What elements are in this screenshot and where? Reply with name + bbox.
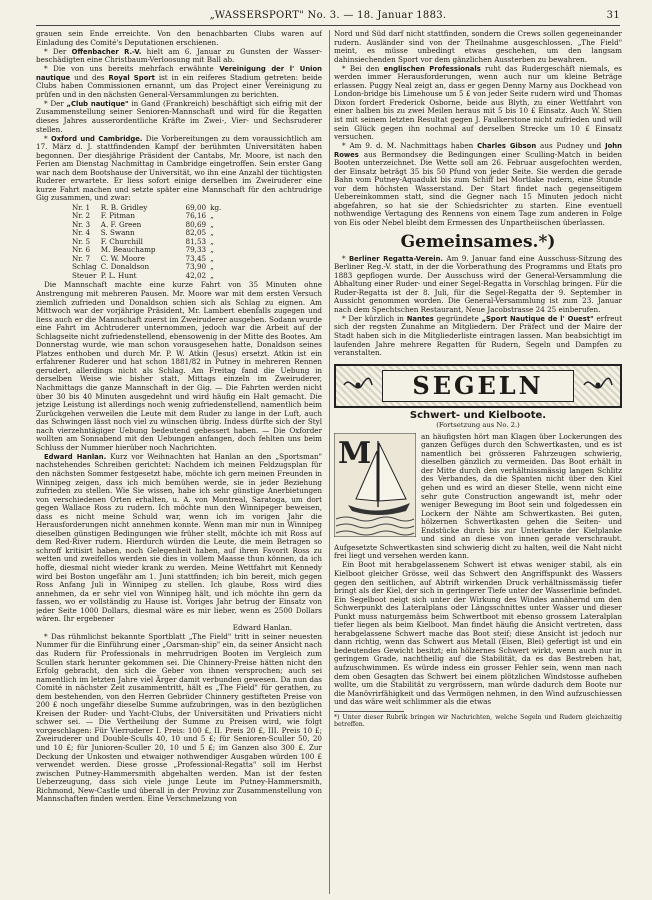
- paragraph: Ein Boot mit herabgelassenem Schwert ist etwas weniger stabil, als ein Kielboot gleicher Grösse, weil das Schwert den Angriffspunkt des Wassers gegen den seitlichen, auf Abtrift wirkenden Druck verhältnissmässig tiefer bringt als der Kiel, der sich in geringerer Tiefe unter der Wasserlinie befindet. Ein Segelboot neigt sich unter der Wirkung des Windes annähernd um den Schwerpunkt des Lateralplans oder Längsschnittes unter Wasser und dieser Punkt muss naturgemäss beim Schwertboot mit ebenso grossem Lateralplan tiefer liegen als beim Kielboot. Man findet häufig die Ansicht vertreten, dass herabgelassene Schwert mache das Boot steif; diese Ansicht ist jedoch nur dann richtig, wenn das Schwert aus Metall (Eisen, Blei) gefertigt ist und ein bedeutendes Gewicht besitzt; ein hölzernes Schwert wirkt, wenn auch nur in geringem Grade, nachtheilig auf die Stabilität, da es das Bestreben hat, aufzuschwimmen. Es würde indess ein grosser Fehler sein, wenn man nach dem oben Gesagten das Schwert bei einem plötzlichen Windstosse aufheben wollte, um die Stabilität zu vergrössern, man würde dadurch dem Boote nur die Manövrirfähigkeit und das Vermögen nehmen, in den Wind aufzuschiessen und das wäre weit schlimmer als die etwas: [334, 560, 622, 707]
- text-run: * Der: [44, 46, 72, 56]
- crew-name: A. F. Green: [100, 219, 142, 229]
- city-name: Nantes: [406, 314, 434, 323]
- section-heading-segeln: SEGELN: [382, 370, 574, 402]
- paragraph: [334, 315, 622, 358]
- crew-position: Nr. 3: [72, 219, 91, 229]
- crew-position: Nr. 4: [72, 228, 91, 238]
- crew-weight: 80,69: [185, 219, 207, 229]
- crew-weight: 76,16: [185, 211, 207, 221]
- crew-unit: kg.: [210, 202, 222, 212]
- crew-name: S. Swann: [100, 228, 135, 238]
- section-heading-gemeinsames: Gemeinsames.*): [400, 231, 556, 252]
- text-run: erfreut sich der regsten Zunahme an Mitgliedern. Der Präfect und der Maire der Stadt haben sich in die Mitgliederliste eintragen lassen. Man beabsichtigt im laufenden Jahre mehrere Regatten für Rudern, Segeln und Dampfen zu veranstalten.: [334, 313, 622, 358]
- footnote-rule: [334, 711, 404, 712]
- crew-row: [72, 272, 225, 281]
- segeln-banner: [334, 364, 622, 408]
- headline-run: englischen Professionals: [383, 64, 481, 73]
- paragraph: [36, 100, 322, 134]
- text-run: hielt am 6. Januar zu Gunsten der Wasser-beschädigten eine Christbaum-Verloosung mit Ball ab.: [36, 46, 322, 65]
- club-name: „Club nautique": [66, 99, 129, 108]
- crew-position: Nr. 5: [72, 236, 91, 246]
- paragraph: [36, 135, 322, 203]
- text-run: *: [44, 133, 51, 143]
- crew-position: Schlag: [72, 262, 97, 272]
- left-column: [36, 30, 322, 892]
- club-name: Vereinigung der l' Union nautique: [36, 65, 322, 82]
- paragraph: [334, 255, 622, 315]
- crew-name: P. L. Hunt: [100, 270, 137, 280]
- crew-weight: 69,00: [185, 202, 207, 212]
- running-title: „WASSERSPORT" No. 3. — 18. Januar 1883.: [209, 10, 447, 21]
- crew-unit: „: [210, 253, 214, 263]
- person-name: Charles Gibson: [477, 142, 537, 151]
- paragraph: [334, 65, 622, 142]
- crew-weight: 73,45: [185, 253, 207, 263]
- club-name: Berliner Regatta-Verein.: [349, 254, 443, 263]
- club-name: Offenbacher R.-V.: [71, 47, 142, 56]
- crew-name: F. Pitman: [100, 211, 135, 221]
- text-run: * Der kürzlich in: [342, 313, 407, 323]
- right-column: [334, 30, 622, 892]
- crew-unit: „: [210, 245, 214, 255]
- crew-name: F. Churchill: [100, 236, 143, 246]
- crew-position: Nr. 1: [72, 202, 91, 212]
- running-header: [36, 10, 620, 24]
- crew-name: C. W. Moore: [100, 253, 145, 263]
- paragraph: * Das rühmlichst bekannte Sportblatt „The Field" tritt in seiner neuesten Nummer für die Einführung einer „Oarsman-ship" ein, da seiner Ansicht nach das Rudern für Professionals in mehrrudrigen Booten im Vergleich zum Scullen stark herunter gekommen sei. Die Chinnery-Preise hätten nicht den Erfolg gebracht, den sich die Geber von ihnen versprochen; auch sei namentlich im letzten Jahre viel Ärger damit verbunden gewesen. Da nun das Comité in nächster Zeit zusammentritt, hält es „The Field" für gerathen, zu dem bestehenden, von den Herren Gebrüder Chinnery gestifteten Preise von 200 £ noch ungefähr dieselbe Summe aufzubringen, was in den bezüglichen Kreisen der Ruder- und Yacht-Clubs, der Universitäten und Privatiers nicht schwer sei. — Die Vertheilung der Summe zu Preisen wird, wie folgt vorgeschlagen: Für Vierruderer I. Preis: 100 £, II. Preis 20 £, III. Preis 10 £; Zweiruderer und Double-Sculls 40, 10 und 5 £; für Senioren-Sculler 50, 20 und 10 £; für Junioren-Sculler 20, 10 und 5 £; im Ganzen also 300 £. Zur Deckung der Unkosten und etwaiger nothwendiger Ausgaben würden 100 £ verwendet werden. Diese grosse „Professional-Regatta" soll im Herbst zwischen Putney-Hammersmith abgehalten werden. Man ist der festen Ueberzeugung, dass sich viele junge Leute im Putney-Hammersmith, Richmond, New-Castle und überall in der Provinz zur Zusammenstellung von Mannschaften finden werden. Eine Verschmelzung von: [36, 631, 322, 804]
- letter-signature: Edward Hanlan.: [232, 623, 292, 633]
- crew-table: [72, 204, 225, 281]
- crew-weight: 42,02: [185, 270, 207, 280]
- crew-position: Nr. 2: [72, 211, 91, 221]
- paragraph: [36, 453, 322, 624]
- crew-weight: 73,90: [185, 262, 207, 272]
- crew-name: M. Beauchamp: [100, 245, 156, 255]
- headline-run: Edward Hanlan.: [44, 452, 107, 461]
- crew-weight: 79,33: [185, 245, 207, 255]
- crew-unit: „: [210, 262, 214, 272]
- ornament-icon: [582, 375, 614, 395]
- text-run: und des: [70, 72, 109, 82]
- crew-unit: „: [210, 270, 214, 280]
- paragraph: Die Mannschaft machte eine kurze Fahrt von 35 Minuten ohne Anstrengung mit mehreren Pausen. Mr. Moore war mit dem ersten Versuch ziemlich zufrieden und Donaldson schien sich als Schlag zu eignen. Am Mittwoch war der vorjährige Präsident, Mr. Lambert ebenfalls zugegen und liess auch er die Mannschaft zuerst im Zweiruderer ausgeben. Sodann wurde eine Fahrt im Achtruderer unternommen, jedoch war die Arbeit auf der Schlagseite nicht zufriedenstellend, ebensowenig in der Mitte des Bootes. Am Donnerstag wurde, wie man schon vorausgesehen hatte, Donaldson seines Platzes enthoben und durch Mr. P. W. Atkin (Jesus) ersetzt. Atkin ist ein erfahrener Ruderer und hat schon 1881/82 in Putney in mehreren Rennen gerudert, allerdings nicht als Schlag. Am Freitag fand die Uebung in derselben Weise wie bisher statt, Mittags einzeln im Zweiruderer, Nachmittags die ganze Mannschaft in der Gig. — Die Fahrten werden nicht über 30 bis 40 Minuten ausgedehnt und wird häufig ein Halt gemacht. Die jetzige Leistung ist allerdings noch wenig zufriedenstellend, namentlich beim Zurückgehen verweilen die Leute mit dem Ruder zu lange in der Luft, auch das Schwingen lässt noch viel zu wünschen übrig. Indess dürfte sich der Styl nach vierzehntägiger Uebung bedeutend gebessert haben. — Die Oxforder wollten am Sonnabend mit den Uebungen anfangen, doch fehlten uns beim Schluss der Nummer hierüber noch Nachrichten.: [36, 280, 322, 452]
- text-run: * Bei den: [342, 63, 384, 73]
- paragraph: Nord und Süd darf nicht stattfinden, sondern die Crews sollen gegeneinander rudern. Ausländer sind von der Theilnahme ausgeschlossen. „The Field" meint, es müsse unbedingt etwas geschehen, um den langsam dahinsiechenden Sport vor dem gänzlichen Aussterben zu bewahren.: [334, 30, 622, 64]
- person-name: John Rowes: [334, 142, 622, 159]
- text-run: * Am 9. d. M. Nachmittags haben: [342, 141, 478, 151]
- text-run: ruht das Rudergeschäft niemals, es werden immer Herausforderungen, wenn auch nur um kleine Beträge erlassen. Puggy Neal zeigt an, dass er gegen Denny Marny aus Dockhead von London-bridge bis Limehouse um 5 £ von jeder Seite rudern wird und Thomas Dixon fordert Frederick Osborne, beide aus Blyth, zu einer Wettfahrt von einer halben bis zu zwei Meilen heraus mit 5 bis 10 £ Einsatz. Auch W. Stien ist mit seinem letzten Resultat gegen J. Faulkerstone nicht zufrieden und will sein Glück gegen ihn nochmal auf derselben Strecke um 10 £ Einsatz versuchen.: [334, 63, 622, 142]
- crew-unit: „: [210, 236, 214, 246]
- crew-weight: 81,53: [185, 236, 207, 246]
- header-rule: [36, 25, 620, 26]
- crew-unit: „: [210, 228, 214, 238]
- club-name: Royal Sport: [108, 73, 155, 82]
- crew-name: R. B. Gridley: [100, 202, 148, 212]
- crew-weight: 82,05: [185, 228, 207, 238]
- crew-position: Nr. 6: [72, 245, 91, 255]
- text-run: Kurz vor Weihnachten hat Hanlan an den „Sportsman" nachstehendes Schreiben gerichtet: Nachdem ich meinen Feldzugsplan für den nächsten Sommer festgesetzt habe, möchte ich gern meinen Freunden in Winnipeg zeigen, dass ich mich bemühen werde, sie in jeder Beziehung zufrieden zu stellen. Wie Sie wissen, habe ich sehr günstige Anerbietungen von verschiedenen Orten erhalten, u. A. von Montreal, Saratoga, um dort gegen Wallace Ross zu rudern. Ich möchte nun den Winnipeger beweisen, dass es nicht meine Schuld war, wenn ich im vorigen Jahr die Herausforderungen nicht annehmen konnte. Wenn man mir nun in Winnipeg dieselben günstigen Bedingungen wie früher stellt, möchte ich mit Ross auf dem Red-River rudern. Hierdurch würden die Leute, die mein Betragen so schroff kritisirt haben, noch Gelegenheit haben, auf ihren Favorit Ross zu wetten und zweifellos werden sie dies in vollem Maasse thun können, da ich hoffe, diesmal nicht wieder krank zu werden. Meine Wettfahrt mit Kennedy wird bei Boston ungefähr am 1. Juni stattfinden; ich bin bereit, mich gegen Ross Anfang Juli in Winnipeg zu stellen. Ich glaube, Ross wird dies annehmen, da er sehr viel von Winnipeg hält, und ich möchte ihn gern da fassen, wo er vollständig zu Hause ist. Voriges Jahr betrug der Einsatz von jeder Seite 1000 Dollars, diesmal wäre es mir lieber, wenn es 2500 Dollars wären. Ihr ergebener: [36, 451, 322, 624]
- text-run: * Die von uns bereits mehrfach erwähnte: [44, 64, 220, 74]
- column-divider: [329, 30, 330, 894]
- text-run: in Gand (Frankreich) beschäftigt sich eifrig mit der Zusammenstellung seiner Senioren-Mannschaft und wird für die Regatten dieses Jahres ausserordentliche Kräfte im Zwei-, Vier- und Sechsruderer stellen.: [36, 98, 322, 134]
- article-subtitle: (Fortsetzung aus No. 2.): [436, 421, 520, 430]
- sailboat-illustration-icon: [334, 433, 416, 537]
- text-run: ist in ein reiferes Stadium getreten: beide Clubs haben Commissionen ernannt, um das Project einer Vereinigung zu prüfen und in den nächsten General-Versammlungen zu berichten.: [36, 72, 322, 99]
- crew-unit: „: [210, 219, 214, 229]
- headline-run: Oxford und Cambridge.: [50, 134, 143, 143]
- text-run: aus Bermondsey die Bedingungen einer Sculling-Match in beiden Booten unterzeichnet. Die Wette soll am 26. Februar ausgefochten werden, der Einsatz beträgt 35 bis 50 Pfund von jeder Seite. Sie werden die gerade Bahn vom Putney-Aquadukt bis zum Schiff bei Mortlake rudern, eine Stunde vor dem höchsten Wasserstand. Der Start findet nach gegenseitigem Uebereinkommen statt, sind die Gegner nach 15 Minuten jedoch nicht abgefahren, so hat sie der Schiedsrichter zu starten. Eine eventuell nothwendige Vertagung des Rennens von einem Tage zum anderen in Folge von Eis oder Nebel bleibt dem Ermessen des Unpartheiischen überlassen.: [334, 149, 622, 228]
- text-run: *: [342, 253, 349, 263]
- paragraph: an häufigsten hört man Klagen über Lockerungen des ganzen Gefüges durch den Schwertkasten, und es ist namentlich bei grösseren Fahrzeugen schwierig, dieselben gänzlich zu vermeiden. Das Boot erhält in der Mitte durch den verhältnissmässig langen Schlitz des Verbandes, da die Spanten nicht über den Kiel gehen und es wird an dieser Stelle, wenn nicht eine sehr gute Construction angewandt ist, mehr oder weniger Bewegung im Boot sein und folgedessen ein Lockern der Nähte am Schwertkasten. Bei guten, hölzernen Schwertkasten gehen die Seiten- und Endstücke durch bis zur Unterkante der Kielplanke und sind an diese von innen gerade verschraubt. Aufgesetzte Schwertkasten sind schwierig dicht zu halten, weil die Naht nicht frei liegt und versehen werden kann.: [334, 431, 622, 561]
- footnote: *) Unter dieser Rubrik bringen wir Nachrichten, welche Segeln und Rudern gleichzeitig betreffen.: [334, 713, 622, 729]
- text-run: gegründete: [433, 313, 482, 323]
- paragraph: [36, 48, 322, 65]
- paragraph: [36, 65, 322, 99]
- text-run: Die Vorbereitungen zu dem voraussichtlich am 17. März d. J. stattfindenden Kampf der berühmten Universitäten haben begonnen. Der diesjährige Präsident der Cantabs, Mr. Moore, ist nach den Ferien am Dienstag Nachmittag in Cambridge eingetroffen. Sein erster Gang war nach dem Bootshause der Universität, wo ihn eine Anzahl der tüchtigsten Ruderer erwartete. Er liess sofort einige derselben im Zweiruderer eine kurze Fahrt machen und setzte später eine Mannschaft für den achtrudrige Gig zusammen, und zwar:: [36, 133, 322, 203]
- text-run: Am 9. Januar fand eine Ausschuss-Sitzung des Berliner Reg.-V. statt, in der die Vorberathung des Programms und Etats pro 1883 gepflogen wurde. Der Ausschuss wird der General-Versammlung die Abhaltung einer Ruder- und einer Segel-Regatta in Vorschlag bringen. Für die Ruder-Regatta ist der 8. Juli, für die Segel-Regatta der 9. September in Aussicht genommen worden. Die General-Versammlung ist zum 23. Januar nach dem Spechtschen Restaurant, Neue Jacobstrasse 24 25 einberufen.: [334, 253, 622, 314]
- article-title: Schwert- und Kielboote.: [409, 409, 547, 421]
- svg-text:M: M: [338, 435, 372, 471]
- crew-position: Nr. 7: [72, 253, 91, 263]
- page-number: 31: [606, 10, 620, 21]
- crew-name: C. Donaldson: [100, 262, 150, 272]
- crew-position: Steuer: [72, 270, 97, 280]
- text-run: aus Pudney und: [536, 141, 606, 151]
- club-name: „Sport Nautique de l' Ouest": [481, 314, 594, 323]
- paragraph: [334, 142, 622, 227]
- text-run: * Der: [44, 98, 67, 108]
- crew-unit: „: [210, 211, 214, 221]
- paragraph: grauen sein Ende erreichte. Von den benachbarten Clubs waren auf Einladung des Comité's Deputationen erschienen.: [36, 30, 322, 47]
- ornament-icon: [342, 375, 374, 395]
